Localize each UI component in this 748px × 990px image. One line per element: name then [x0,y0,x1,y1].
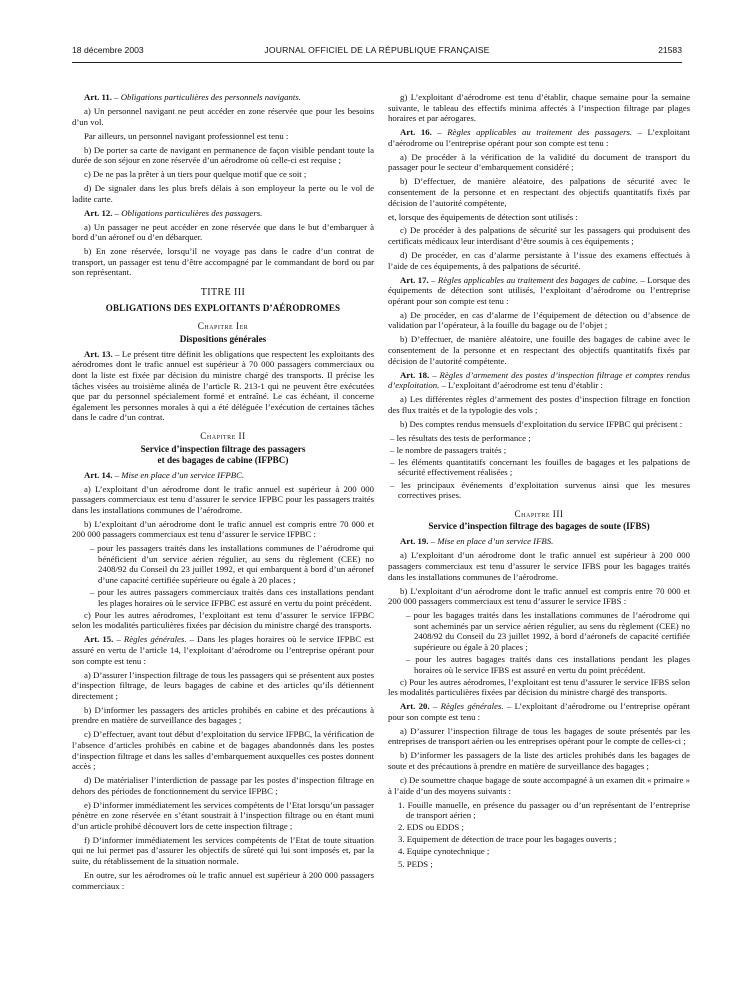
article-19-b-item-2: – pour les autres bagages traités dans ces installations pendant les plages horaires où le service IFBS est assuré en vertu du point précédent. [406,653,690,675]
article-18-list-item: – les principaux événements d’exploitation survenus ainsi que les mesures correctives prises. [390,479,690,501]
titre-title: OBLIGATIONS DES EXPLOITANTS D’AÉRODROMES [105,302,341,313]
header-title: JOURNAL OFFICIEL DE LA RÉPUBLIQUE FRANÇAISE [264,45,490,55]
article-16: Art. 16. – Règles applicables au traitement des passagers. – L’exploitant d’aérodrome ou l’entreprise opérant pour son compte est tenu : [388,127,690,148]
article-20-a: a) D’assurer l’inspection filtrage de tous les bagages de soute présentés par les entreprises de transport aérien ou les entreprises opérant pour le compte de celles-ci ; [388,725,690,747]
article-11-a: a) Un personnel navigant ne peut accéder en zone réservée que pour les besoins d’un vol. [72,105,374,127]
header-date: 18 décembre 2003 [72,45,144,55]
article-20-list-item: 5. PEDS ; [398,858,433,869]
article-18-a: a) Les différentes règles d’armement des postes d’inspection filtrage en fonction des flux traités et de la typologie des vols ; [388,394,690,415]
article-11-intro: Par ailleurs, un personnel navigant professionnel est tenu : [84,130,289,141]
article-14-b-item-1: – pour les passagers traités dans les installations communes de l’aérodrome qui bénéficient d’un service aérien régulier, au sens du règlement (CEE) no 2408/92 du Conseil du 23 juillet 1992, et qui embarquent à bord d’un aéronef d’une capacité certifiée supérieure ou égale à 20 places ; [90,543,374,586]
article-16-b: b) D’effectuer, de manière aléatoire, des palpations de sécurité avec le consentement de la personne et en respectant des objectifs quantitatifs fixés par décision de l’autorité compétente, [388,176,690,208]
article-14: Art. 14. – Mise en place d’un service IFPBC. [84,469,245,480]
article-19-a: a) L’exploitant d’un aérodrome dont le trafic annuel est supérieur à 200 000 passagers commerciaux est tenu d’assurer le service IFBS pour les bagages traités dans les installations communes de l’aérodrome. [388,550,690,582]
article-19-b-item-1: – pour les bagages traités dans les installations communes de l’aérodrome qui sont acheminés par un service aérien régulier, au sens du règlement (CEE) no 2408/92 du Conseil du 23 juillet 1992, à bord d’aéronefs de capacité certifiée supérieure ou égale à 20 places ; [406,610,690,652]
article-18: Art. 18. – Règles d’armement des postes d’inspection filtrage et comptes rendus d’exploitation. – L’exploitant d’aérodrome est tenu d’établir : [388,369,690,391]
article-15-b: b) D’informer les passagers des articles prohibés en cabine et des précautions à prendre en matière de surveillance des bagages ; [72,704,374,726]
article-11-d: d) De signaler dans les plus brefs délais à son employeur la perte ou le vol de ladite carte. [72,183,374,204]
article-18-list-item: – le nombre de passagers traités ; [390,444,507,455]
article-15-a: a) D’assurer l’inspection filtrage de tous les passagers qui se présentent aux postes d’inspection filtrage, de leurs bagages de cabine et des articles qu’ils détiennent directement ; [72,669,374,701]
article-14-b: b) L’exploitant d’un aérodrome dont le trafic annuel est compris entre 70 000 et 200 000 passagers commerciaux est tenu d’assurer le service IFPBC : [72,518,374,540]
article-16-a: a) De procéder à la vérification de la validité du document de transport du passager pour le secteur d’embarquement considéré ; [388,151,690,173]
article-20-list-item: 4. Equipe cynotechnique ; [398,846,490,857]
left-column [72,92,374,982]
article-20-list-item: 1. Fouille manuelle, en présence du passager ou d’un représentant de l’entreprise de transport aérien ; [398,799,690,821]
article-11-b: b) De porter sa carte de navigant en permanence de façon visible pendant toute la durée de son séjour en zone réservée d’un aérodrome où celle-ci est requise ; [72,144,374,166]
article-15-d: d) De matérialiser l’interdiction de passage par les postes d’inspection filtrage en dehors des périodes de fonctionnement du service IFPBC ; [72,775,374,796]
chapter-2-title: Service d’inspection filtrage des passagers et des bagages de cabine (IFPBC) [140,443,306,465]
article-20-c: c) De soumettre chaque bagage de soute accompagné à un examen dit « primaire » à l’aide d’un des moyens suivants : [388,774,690,796]
article-14-a: a) L’exploitant d’un aérodrome dont le trafic annuel est supérieur à 200 000 passagers commerciaux est tenu d’assurer le service IFPBC pour les passagers traités dans les installations communes de l’aérodrome. [72,483,374,515]
article-18-list-item: – les résultats des tests de performance ; [390,432,531,443]
article-11: Art. 11. – Obligations particulières des personnels navigants. [84,92,301,102]
header-page-number: 21583 [658,45,682,55]
article-14-b-item-2: – pour les autres passagers commerciaux traités dans ces installations pendant les plages horaires où le service IFPBC est assuré en vertu du point précédent. [90,587,374,608]
article-11-c: c) De ne pas la prêter à un tiers pour quelque motif que ce soit ; [84,169,307,180]
article-16-d: d) De procéder, en cas d’alarme persistante à l’issue des examens effectués à l’aide de ces équipements, à des palpations de sécurité. [388,250,690,271]
article-18-list-item: – les éléments quantitatifs concernant les fouilles de bagages et les palpations de sécurité effectivement réalisées ; [390,456,690,478]
article-15: Art. 15. – Règles générales. – Dans les plages horaires où le service IFPBC est assuré en vertu de l’article 14, l’exploitant d’aérodrome ou l’entreprise opérant pour son compte est tenu : [72,634,374,666]
article-16-intro: et, lorsque des équipements de détection sont utilisés : [388,211,578,222]
article-20: Art. 20. – Règles générales. – L’exploitant d’aérodrome ou l’entreprise opérant pour son compte est tenu : [388,701,690,722]
article-18-b: b) Des comptes rendus mensuels d’exploitation du service IFPBC qui précisent : [400,418,683,429]
chapter-3-label: Chapitre III [514,508,564,519]
article-19: Art. 19. – Mise en place d’un service IFBS. [400,536,554,547]
article-13: Art. 13. – Le présent titre définit les obligations que respectent les exploitants des aérodromes dont le trafic annuel est supérieur à 70 000 passagers commerciaux ou dont la liste est fixée par décision du ministre chargé des transports. Il précise les tâches visées au troisième alinéa de l’article R. 213-1 qui ne peuvent être exécutées que par du personnel spécialement formé et entraîné. Le cas échéant, il concerne également les personnes morales à qui a été déléguée l’exécution de certaines tâches dans le cadre d’un contrat. [72,348,374,423]
article-17-a: a) De procéder, en cas d’alarme de l’équipement de détection ou d’absence de validation par l’opérateur, à la fouille du bagage ou de l’objet ; [388,309,690,331]
article-12-a: a) Un passager ne peut accéder en zone réservée que dans le but d’embarquer à bord d’un aéronef ou d’en débarquer. [72,221,374,243]
article-20-list-item: 2. EDS ou EDDS ; [398,822,464,833]
article-16-c: c) De procéder à des palpations de sécurité sur les passagers qui produisent des certificats médicaux leur interdisant d’être soumis à ces équipements ; [388,225,690,247]
chapter-1-title: Dispositions générales [179,333,267,344]
right-column [388,92,690,982]
article-15-c: c) D’effectuer, avant tout début d’exploitation du service IFPBC, la vérification de l’absence d’articles prohibés en cabine et de bagages abandonnés dans les postes d’inspection filtrage et dans les salles d’embarquement auxquelles ces postes donnent accès ; [72,729,374,772]
article-14-c: c) Pour les autres aérodromes, l’exploitant est tenu d’assurer le service IFPBC selon les modalités particulières fixées par décision du ministre chargé des transports. [72,609,374,631]
header-rule [72,62,682,63]
article-17-b: b) D’effectuer, de manière aléatoire, une fouille des bagages de cabine avec le consentement de la personne et en respectant des objectifs quantitatifs fixés par décision de l’autorité compétente. [388,334,690,366]
article-15-last: En outre, sur les aérodromes où le trafic annuel est supérieur à 200 000 passagers commerciaux : [72,870,374,891]
article-12: Art. 12. – Obligations particulières des passagers. [84,207,263,218]
titre-heading: TITRE III [200,287,246,299]
article-12-b: b) En zone réservée, lorsqu’il ne voyage pas dans le cadre d’un contrat de transport, un passager est tenu d’être accompagné par le commandant de bord ou par son représentant. [72,246,374,278]
chapter-2-label: Chapitre II [200,430,246,441]
article-20-b: b) D’informer les passagers de la liste des articles prohibés dans les bagages de soute et des précautions à prendre en matière de surveillance des bagages ; [388,750,690,771]
article-19-b: b) L’exploitant d’un aérodrome dont le trafic annuel est compris entre 70 000 et 200 000 passagers commerciaux est tenu d’assurer le service IFBS : [388,585,690,607]
article-15-e: e) D’informer immédiatement les services compétents de l’Etat lorsqu’un passager pénètre en zone réservée en s’étant soustrait à l’inspection filtrage ou en étant muni d’un article prohibé découvert lors de cette inspection filtrage ; [72,799,374,831]
article-20-list-item: 3. Equipement de détection de trace pour les bagages ouverts ; [398,834,617,845]
running-header [72,45,682,59]
chapter-1-label: Chapitre Ier [197,321,249,332]
chapter-3-title: Service d’inspection filtrage des bagages de soute (IFBS) [428,521,650,532]
article-15-f: f) D’informer immédiatement les services compétents de l’Etat de toute situation qui ne lui permet pas d’assurer les objectifs de sûreté qui lui sont imposés et, par la suite, du rétablissement de la situation normale. [72,834,374,867]
article-17: Art. 17. – Règles applicables au traitement des bagages de cabine. – Lorsque des équipements de détection sont utilisés, l’exploitant d’aérodrome ou l’entreprise opérant pour son compte est tenu : [388,274,690,306]
article-19-c: c) Pour les autres aérodromes, l’exploitant est tenu d’assurer le service IFBS selon les modalités particulières fixées par décision du ministre chargé des transports. [388,676,690,698]
article-15-g: g) L’exploitant d’aérodrome est tenu d’établir, chaque semaine pour la semaine suivante, le tableau des effectifs minima affectés à l’inspection filtrage par plages horaires et par aérogares. [388,92,690,124]
